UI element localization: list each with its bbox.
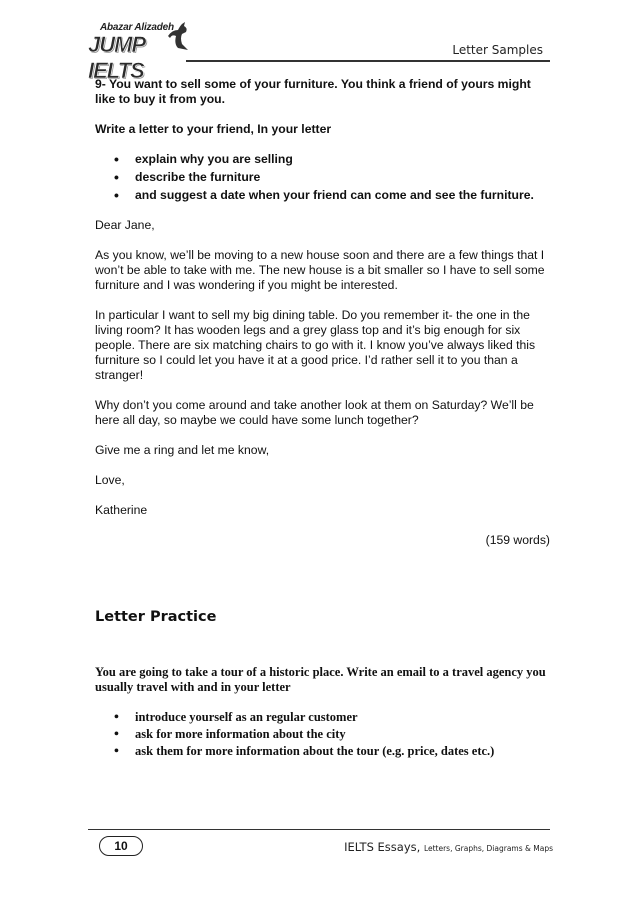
practice-heading: Letter Practice	[95, 609, 217, 625]
letter-paragraph: Why don’t you come around and take another look at them on Saturday? We’ll be here all day, so maybe we could have some lunch together?	[95, 398, 534, 427]
book-subtitle: Letters, Graphs, Diagrams & Maps	[423, 844, 553, 853]
practice-bullets	[95, 710, 550, 759]
page-number: 10	[99, 836, 143, 856]
logo-author: Abazar Alizadeh	[100, 22, 174, 33]
task-bullet: • explain why you are selling	[135, 152, 550, 167]
practice-bullet: • ask them for more information about the tour (e.g. price, dates etc.)	[135, 744, 550, 759]
task-bullet: • and suggest a date when your friend can come and see the furniture.	[135, 188, 550, 203]
section-title: Letter Samples	[452, 43, 543, 57]
letter-signature: Katherine	[95, 503, 148, 517]
practice-bullet: • ask for more information about the city	[135, 727, 550, 742]
task-instruction: Write a letter to your friend, In your letter	[95, 122, 332, 136]
logo	[88, 22, 188, 83]
practice-bullet: • introduce yourself as an regular customer	[135, 710, 550, 725]
header-divider	[186, 60, 550, 62]
task-bullets	[95, 152, 550, 203]
letter-greeting: Dear Jane,	[95, 218, 155, 232]
letter-paragraph: In particular I want to sell my big dining table. Do you remember it- the one in the living room? It has wooden legs and a grey glass top and it’s big enough for six people. There are six matching chairs to go with it. I know you’ve always liked this furniture so I could let you have it at a good price. I’d rather sell it to you than a stranger!	[95, 308, 536, 382]
page-content	[95, 77, 550, 774]
kangaroo-icon	[168, 22, 190, 52]
letter-paragraph: As you know, we’ll be moving to a new house soon and there are a few things that I won’t be able to take with me. The new house is a bit smaller so I have to sell some furniture and I was wondering if you might be interested.	[95, 248, 545, 292]
logo-brand: JUMP IELTS	[88, 32, 145, 83]
practice-prompt: You are going to take a tour of a historic place. Write an email to a travel agency you usually travel with and in your letter	[95, 665, 546, 694]
footer-book-title	[344, 840, 553, 854]
task-prompt: 9- You want to sell some of your furniture. You think a friend of yours might like to buy it from you.	[95, 77, 531, 106]
letter-paragraph: Give me a ring and let me know,	[95, 443, 270, 457]
letter-closing: Love,	[95, 473, 125, 487]
footer-divider	[88, 829, 550, 830]
word-count: (159 words)	[485, 533, 550, 547]
task-bullet: • describe the furniture	[135, 170, 550, 185]
book-title: IELTS Essays,	[344, 840, 421, 854]
